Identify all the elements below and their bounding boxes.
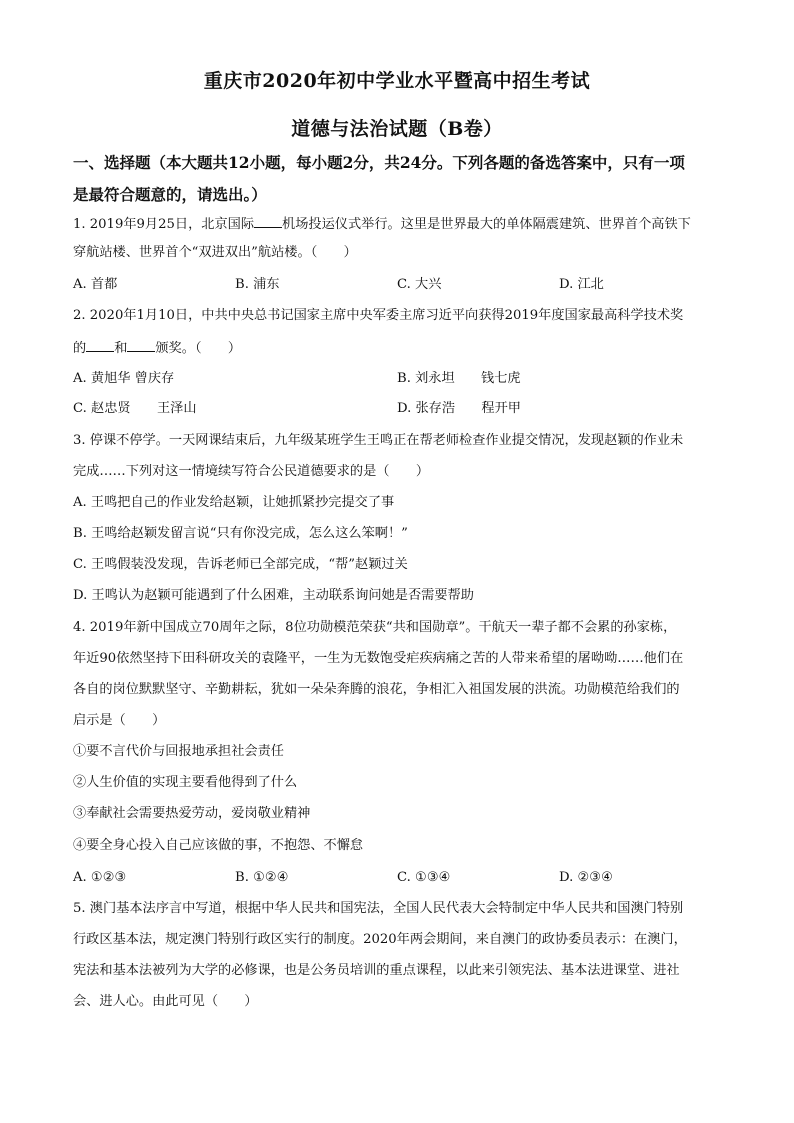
q4-line1: 4. 2019年新中国成立70周年之际，8位功勋模范荣获“共和国勋章”。干航天一辈子都不会累的孙家栋， xyxy=(73,620,677,635)
q4-statement-3: ③奉献社会需要热爱劳动，爱岗敬业精神 xyxy=(73,806,311,821)
q1-line2: 穿航站楼、世界首个“双进双出”航站楼。（ ） xyxy=(73,245,357,260)
q3-option-b: B. 王鸣给赵颖发留言说“只有你没完成，怎么这么笨啊！” xyxy=(73,526,408,541)
q2-option-c: C. 赵忠贤 王泽山 xyxy=(73,401,197,416)
q1-line1 xyxy=(73,214,691,234)
exam-subtitle: 道德与法治试题（B卷） xyxy=(291,118,503,140)
q3-option-d: D. 王鸣认为赵颖可能遇到了什么困难，主动联系询问她是否需要帮助 xyxy=(73,588,474,603)
q1-line1-b: 机场投运仪式举行。这里是世界最大的单体隔震建筑、世界首个高铁下 xyxy=(282,217,691,232)
q1-blank xyxy=(254,214,282,228)
q2-blank-2 xyxy=(127,338,155,352)
q5-line3: 宪法和基本法被列为大学的必修课，也是公务员培训的重点课程，以此来引领宪法、基本法进课堂、进社 xyxy=(73,963,680,978)
q4-option-c: C. ①③④ xyxy=(397,870,451,885)
q4-line3: 各自的岗位默默坚守、辛勤耕耘，犹如一朵朵奔腾的浪花，争相汇入祖国发展的洪流。功勋模范给我们的 xyxy=(73,682,680,697)
q4-line2: 年近90依然坚持下田科研攻关的袁隆平，一生为无数饱受疟疾病痛之苦的人带来希望的屠呦呦……他们在 xyxy=(73,651,684,666)
section-heading-line1: 一、选择题（本大题共12小题，每小题2分，共24分。下列各题的备选答案中，只有一项 xyxy=(73,153,685,172)
q4-statement-2: ②人生价值的实现主要看他得到了什么 xyxy=(73,775,298,790)
q4-statement-1: ①要不言代价与回报地承担社会责任 xyxy=(73,744,284,759)
q2-line1: 2. 2020年1月10日，中共中央总书记国家主席中央军委主席习近平向获得2019年度国家最高科学技术奖 xyxy=(73,308,684,323)
q5-line1: 5. 澳门基本法序言中写道，根据中华人民共和国宪法，全国人民代表大会特制定中华人民共和国澳门特别 xyxy=(73,901,684,916)
q2-line2-b: 和 xyxy=(114,341,128,356)
q3-option-c: C. 王鸣假装没发现，告诉老师已全部完成，“帮”赵颖过关 xyxy=(73,557,408,572)
q2-blank-1 xyxy=(86,338,114,352)
q4-option-a: A. ①②③ xyxy=(73,870,127,885)
q5-line4: 会、进人心。由此可见（ ） xyxy=(73,994,258,1009)
q1-option-d: D. 江北 xyxy=(559,277,604,292)
section-heading-line2: 是最符合题意的，请选出。） xyxy=(73,185,267,204)
q4-option-b: B. ①②④ xyxy=(235,870,289,885)
q1-option-c: C. 大兴 xyxy=(397,277,442,292)
q2-option-b: B. 刘永坦 钱七虎 xyxy=(397,371,521,386)
q2-option-a: A. 黄旭华 曾庆存 xyxy=(73,371,175,386)
q3-line2: 完成……下列对这一情境续写符合公民道德要求的是（ ） xyxy=(73,464,430,479)
q1-line1-a: 1. 2019年9月25日，北京国际 xyxy=(73,217,255,232)
q2-line2-c: 颁奖。（ ） xyxy=(155,341,242,356)
q1-option-a: A. 首都 xyxy=(73,277,118,292)
q2-line2-a: 的 xyxy=(73,341,87,356)
q4-line4: 启示是（ ） xyxy=(73,713,166,728)
q2-line2 xyxy=(73,338,241,358)
q4-statement-4: ④要全身心投入自己应该做的事，不抱怨、不懈怠 xyxy=(73,838,364,853)
q5-line2: 行政区基本法，规定澳门特别行政区实行的制度。2020年两会期间，来自澳门的政协委员表示：在澳门， xyxy=(73,932,687,947)
q1-option-b: B. 浦东 xyxy=(235,277,280,292)
exam-title: 重庆市2020年初中学业水平暨高中招生考试 xyxy=(203,70,591,92)
q3-option-a: A. 王鸣把自己的作业发给赵颖，让她抓紧抄完提交了事 xyxy=(73,495,395,510)
q3-line1: 3. 停课不停学。一天网课结束后，九年级某班学生王鸣正在帮老师检查作业提交情况，发现赵颖的作业未 xyxy=(73,433,684,448)
q2-option-d: D. 张存浩 程开甲 xyxy=(397,401,521,416)
q4-option-d: D. ②③④ xyxy=(559,870,613,885)
